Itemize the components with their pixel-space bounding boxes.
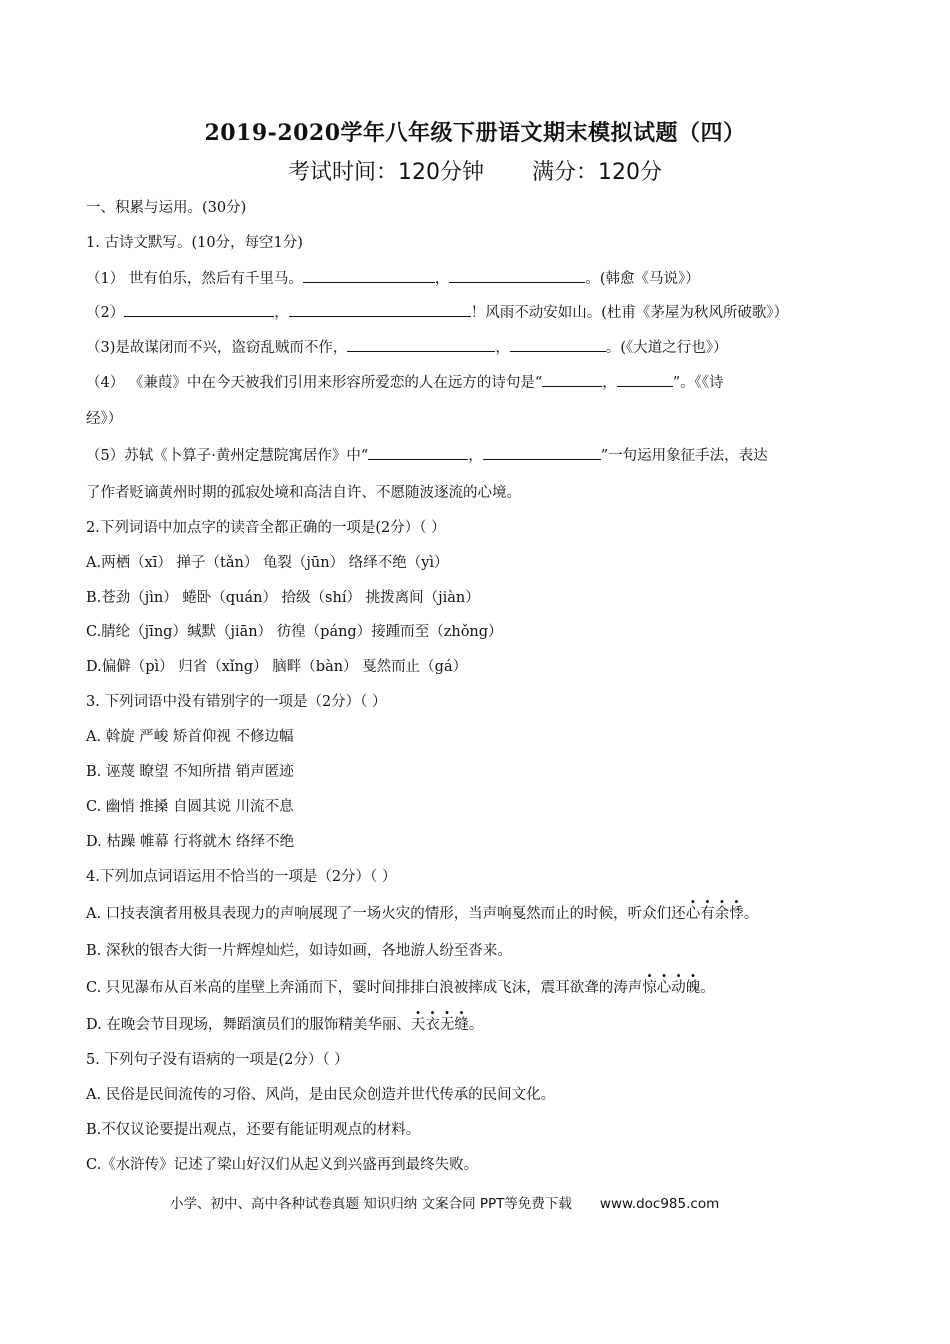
question-5-stem: 5. 下列句子没有语病的一项是(2分）（ ） <box>86 1052 349 1068</box>
question-4-option-c: C. 只见瀑布从百米高的崖壁上奔涌而下，霎时间排排白浪被摔成飞沫，震耳欲聋的涛声惊心动魄。 <box>86 980 715 996</box>
question-2-option-c: C.腈纶（jīng）缄默（jiān） 彷徨（páng）接踵而至（zhǒng） <box>86 624 503 640</box>
answer-blank[interactable] <box>542 372 602 387</box>
emphasis-char: 悸 <box>729 906 744 922</box>
emphasis-char: 惊 <box>642 980 657 996</box>
question-3-option-a: A. 斡旋 严峻 矫首仰视 不修边幅 <box>86 729 294 745</box>
question-4-option-d: D. 在晚会节目现场，舞蹈演员们的服饰精美华丽、天衣无缝。 <box>86 1017 484 1033</box>
emphasis-char: 衣 <box>425 1017 440 1033</box>
question-2-option-b: B.苍劲（jìn） 蜷卧（quán） 拾级（shí） 挑拨离间（jiàn） <box>86 590 480 606</box>
exam-title: 2019-2020学年八年级下册语文期末模拟试题（四） <box>204 120 746 146</box>
question-5-option-a: A. 民俗是民间流传的习俗、风尚，是由民众创造并世代传承的民间文化。 <box>86 1087 556 1103</box>
question-4-stem: 4.下列加点词语运用不恰当的一项是（2分）（ ） <box>86 869 397 885</box>
emphasis-char: 天 <box>410 1017 426 1033</box>
question-1-stem: 1. 古诗文默写。(10分，每空1分) <box>86 235 303 251</box>
exam-time: 考试时间：120分钟 <box>288 160 484 185</box>
question-2-option-d: D.偏僻（pì） 归省（xǐng） 脑畔（bàn） 戛然而止（gá） <box>86 659 468 675</box>
emphasis-dotted <box>642 980 700 996</box>
question-1-part-4-continued: 经》） <box>86 411 123 427</box>
question-2-option-a: A.两栖（xī） 掸子（tǎn） 龟裂（jūn） 络绎不绝（yì） <box>86 555 449 571</box>
question-3-option-d: D. 枯躁 帷幕 行将就木 络绎不绝 <box>86 834 295 850</box>
question-1-part-4: （4） 《兼葭》中在今天被我们引用来形容所爱恋的人在远方的诗句是“ ， ”。《《诗 <box>86 372 866 393</box>
answer-blank[interactable] <box>368 445 468 460</box>
question-1-part-5: （5）苏轼《卜算子·黄州定慧院寓居作》中“ ， ”一句运用象征手法，表达 <box>86 445 866 466</box>
emphasis-char: 魄 <box>685 980 701 996</box>
answer-blank[interactable] <box>617 372 673 387</box>
emphasis-char: 心 <box>656 980 672 996</box>
question-5-option-c: C.《水浒传》记述了梁山好汉们从起义到兴盛再到最终失败。 <box>86 1157 479 1173</box>
answer-blank[interactable] <box>483 445 601 460</box>
emphasis-char: 无 <box>439 1017 455 1033</box>
question-2-stem: 2.下列词语中加点字的读音全都正确的一项是(2分）（ ） <box>86 520 446 536</box>
question-5-option-b: B.不仅议论要提出观点，还要有能证明观点的材料。 <box>86 1122 421 1138</box>
question-1-part-5-continued: 了作者贬谪黄州时期的孤寂处境和高洁自许、不愿随波逐流的心境。 <box>86 485 521 501</box>
answer-blank[interactable] <box>124 302 274 317</box>
question-4-option-a: A. 口技表演者用极具表现力的声响展现了一场火灾的情形，当声响戛然而止的时候，听众们还心有余悸。 <box>86 906 759 922</box>
answer-blank[interactable] <box>510 337 606 352</box>
question-3-stem: 3. 下列词语中没有错别字的一项是（2分）（ ） <box>86 694 387 710</box>
answer-blank[interactable] <box>449 268 585 283</box>
emphasis-char: 缝 <box>454 1017 469 1033</box>
footer-link[interactable]: www.doc985.com <box>599 1196 720 1212</box>
emphasis-dotted <box>686 906 744 922</box>
emphasis-char: 有 <box>700 906 715 922</box>
question-1-part-1: （1） 世有伯乐，然后有千里马。 ， 。(韩愈《马说》） <box>86 268 866 289</box>
emphasis-char: 心 <box>685 906 701 922</box>
exam-info <box>0 155 950 186</box>
footer-text: 小学、初中、高中各种试卷真题 知识归纳 文案合同 PPT等免费下载 <box>170 1196 572 1212</box>
question-3-option-b: B. 诬蔑 瞭望 不知所措 销声匿迹 <box>86 764 294 780</box>
exam-score: 满分：120分 <box>532 160 662 185</box>
answer-blank[interactable] <box>303 268 435 283</box>
page-footer <box>170 1192 719 1212</box>
emphasis-dotted <box>411 1017 469 1033</box>
question-4-option-b: B. 深秋的银杏大街一片辉煌灿烂，如诗如画，各地游人纷至沓来。 <box>86 943 512 959</box>
emphasis-char: 动 <box>671 980 686 996</box>
question-3-option-c: C. 幽悄 推搡 自圆其说 川流不息 <box>86 799 294 815</box>
question-1-part-3: （3)是故谋闭而不兴，盗窃乱贼而不作， ， 。(《大道之行也》） <box>86 337 866 358</box>
answer-blank[interactable] <box>289 302 471 317</box>
emphasis-char: 余 <box>714 906 730 922</box>
answer-blank[interactable] <box>347 337 495 352</box>
question-1-part-2: （2） ， ！风雨不动安如山。(杜甫《茅屋为秋风所破歌》） <box>86 302 866 323</box>
section-heading: 一、积累与运用。(30分) <box>86 200 247 216</box>
